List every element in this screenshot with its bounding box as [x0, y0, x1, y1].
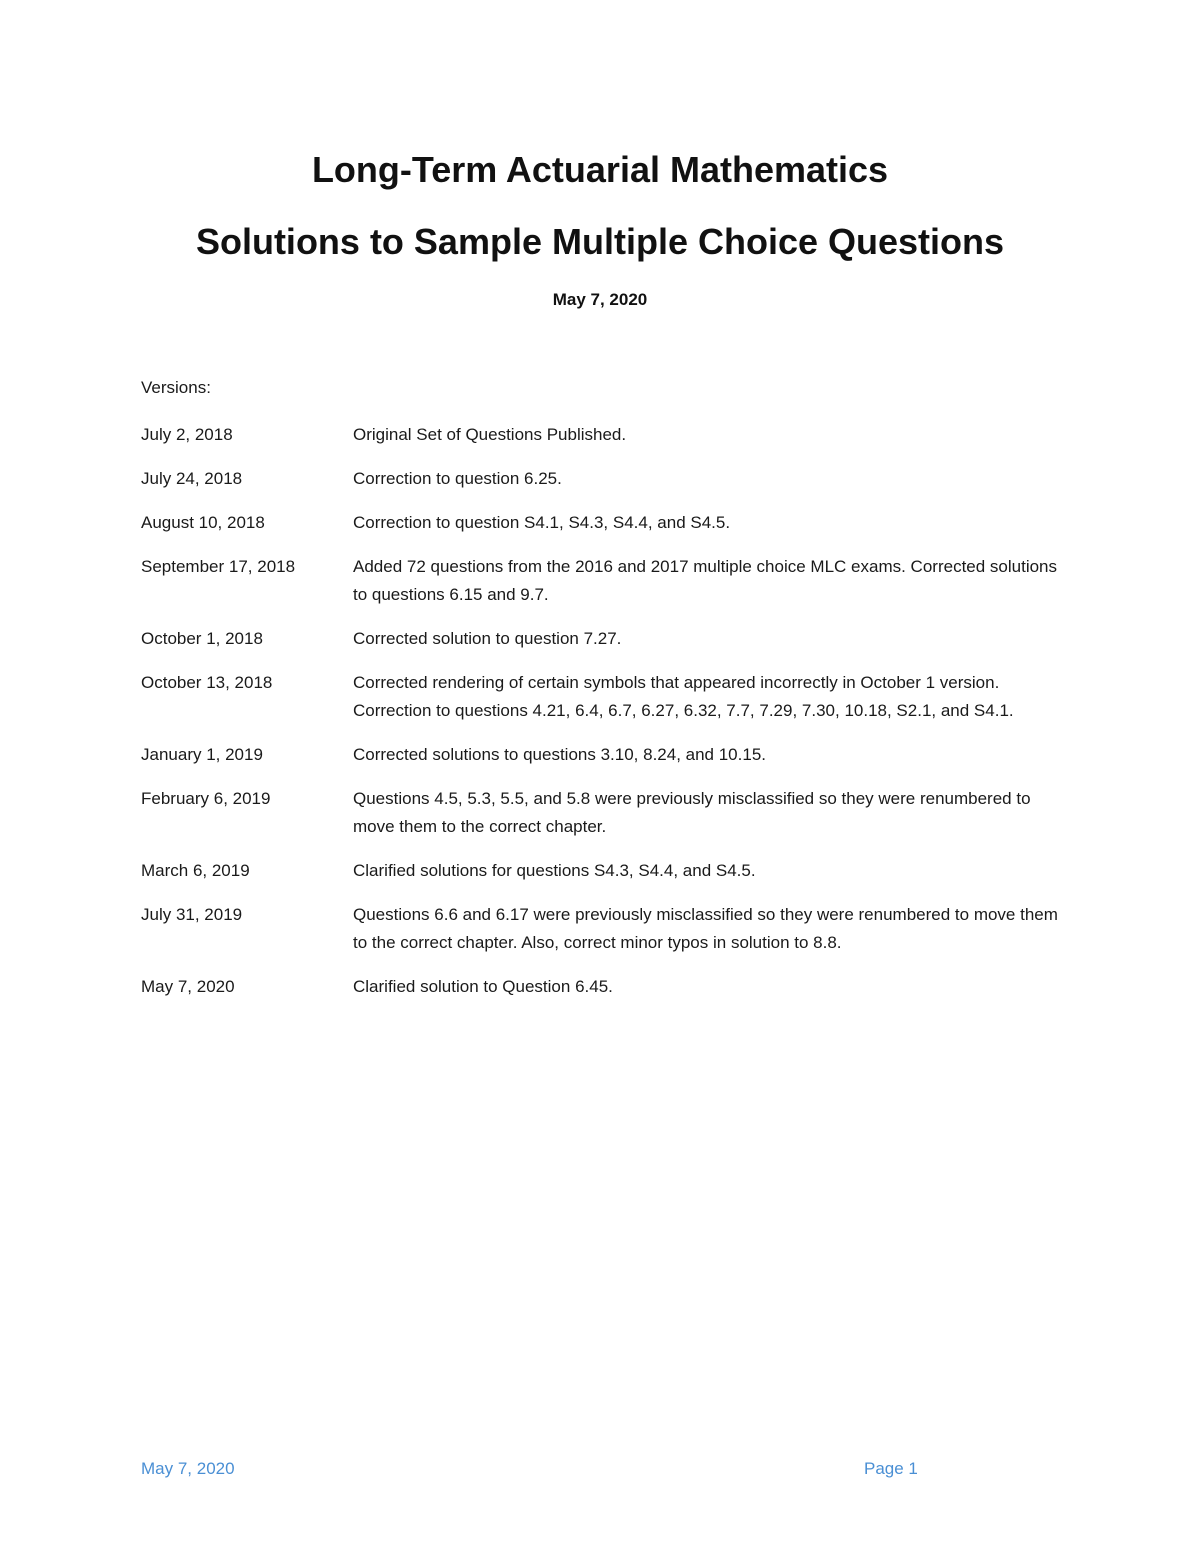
version-date: August 10, 2018: [141, 513, 265, 532]
version-row: [141, 741, 1071, 769]
version-date: October 1, 2018: [141, 629, 263, 648]
version-description: Corrected solution to question 7.27.: [353, 629, 622, 648]
version-description: Corrected rendering of certain symbols that appeared incorrectly in October 1 version. Correction to questions 4.21, 6.4, 6.7, 6.27, 6.32, 7.7, 7.29, 7.30, 10.18, S2.1, and S4.1.: [353, 673, 1014, 720]
version-date: October 13, 2018: [141, 673, 273, 692]
version-row: [141, 625, 1071, 653]
version-date: March 6, 2019: [141, 861, 250, 880]
footer-date: May 7, 2020: [141, 1459, 235, 1478]
version-row: [141, 509, 1071, 537]
version-row: [141, 973, 1071, 1001]
version-row: [141, 553, 1071, 609]
version-description: Clarified solution to Question 6.45.: [353, 977, 613, 996]
version-date: July 24, 2018: [141, 469, 243, 488]
version-date: February 6, 2019: [141, 789, 271, 808]
footer-page-number: Page 1: [864, 1459, 918, 1478]
version-row: [141, 669, 1071, 725]
version-row: [141, 857, 1071, 885]
document-title: Long-Term Actuarial Mathematics: [311, 149, 889, 190]
versions-label: Versions:: [141, 378, 211, 397]
versions-list: [141, 421, 1071, 1017]
version-description: Clarified solutions for questions S4.3, S4.4, and S4.5.: [353, 861, 756, 880]
version-description: Corrected solutions to questions 3.10, 8.24, and 10.15.: [353, 745, 766, 764]
version-description: Correction to question S4.1, S4.3, S4.4, and S4.5.: [353, 513, 731, 532]
version-date: September 17, 2018: [141, 557, 296, 576]
document-date: May 7, 2020: [552, 290, 648, 309]
version-description: Questions 6.6 and 6.17 were previously misclassified so they were renumbered to move them to the correct chapter. Also, correct minor typos in solution to 8.8.: [353, 905, 1058, 952]
version-description: Correction to question 6.25.: [353, 469, 562, 488]
version-row: [141, 785, 1071, 841]
version-row: [141, 421, 1071, 449]
version-row: [141, 901, 1071, 957]
version-date: January 1, 2019: [141, 745, 263, 764]
version-description: Added 72 questions from the 2016 and 2017 multiple choice MLC exams. Corrected solutions to questions 6.15 and 9.7.: [353, 557, 1058, 604]
version-description: Original Set of Questions Published.: [353, 425, 627, 444]
version-description: Questions 4.5, 5.3, 5.5, and 5.8 were previously misclassified so they were renumbered to move them to the correct chapter.: [353, 789, 1031, 836]
version-date: July 2, 2018: [141, 425, 233, 444]
version-date: May 7, 2020: [141, 977, 235, 996]
version-date: July 31, 2019: [141, 905, 243, 924]
document-subtitle: Solutions to Sample Multiple Choice Questions: [195, 221, 1005, 262]
version-row: [141, 465, 1071, 493]
